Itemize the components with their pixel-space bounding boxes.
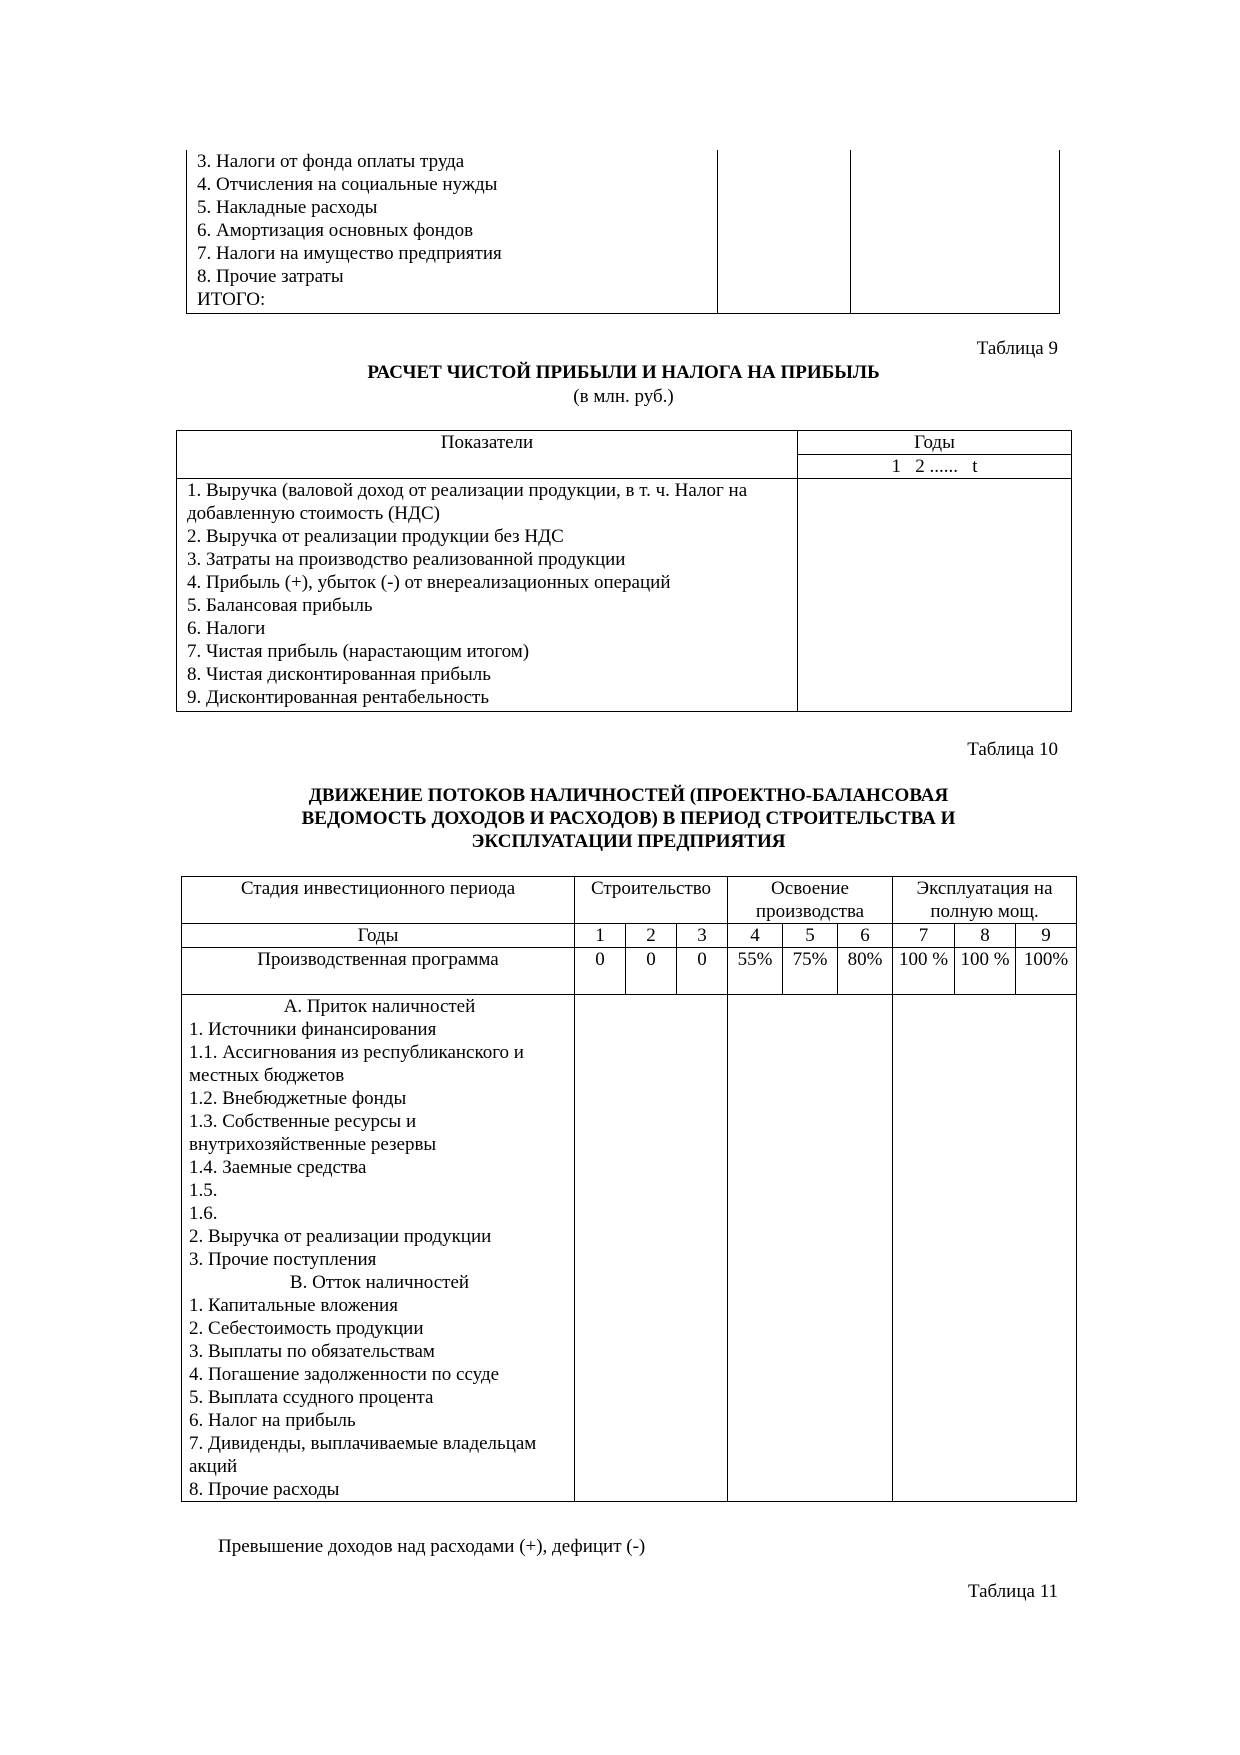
indicator-row: 2. Выручка от реализации продукции без НДС [187,526,564,547]
cash-flow-items [182,995,575,1502]
table9-caption: Таблица 9 [976,338,1058,359]
costs-item: 6. Амортизация основных фондов [197,220,474,241]
inflow-row: 1.4. Заемные средства [189,1157,367,1178]
table10-caption: Таблица 10 [967,739,1058,760]
program-cell: 100% [1016,948,1077,995]
costs-item: 7. Налоги на имущество предприятия [197,243,502,264]
costs-value-cell [851,150,1060,314]
program-cell: 0 [677,948,728,995]
table10-title-line: ВЕДОМОСТЬ ДОХОДОВ И РАСХОДОВ) В ПЕРИОД СТРОИТЕЛЬСТВА И [301,808,956,829]
outflow-section-title: В. Отток наличностей [289,1272,470,1293]
table9-title: РАСЧЕТ ЧИСТОЙ ПРИБЫЛИ И НАЛОГА НА ПРИБЫЛЬ [367,362,880,383]
program-cell: 0 [575,948,626,995]
year-cell: 8 [955,924,1016,948]
surplus-deficit-line: Превышение доходов над расходами (+), дефицит (-) [218,1536,646,1557]
program-cell: 75% [783,948,838,995]
program-cell: 100 % [955,948,1016,995]
table10-title-line: ДВИЖЕНИЕ ПОТОКОВ НАЛИЧНОСТЕЙ (ПРОЕКТНО-БАЛАНСОВАЯ [308,785,949,806]
year-cell: 1 [575,924,626,948]
indicator-row: 9. Дисконтированная рентабельность [187,687,489,708]
year-cell: 4 [728,924,783,948]
costs-item: 8. Прочие затраты [197,266,344,287]
indicator-row: 4. Прибыль (+), убыток (-) от внереализационных операций [187,572,671,593]
inflow-row: 3. Прочие поступления [189,1249,377,1270]
indicators-list [177,479,798,712]
indicators-header: Показатели [177,431,798,479]
outflow-row: 7. Дивиденды, выплачиваемые владельцам акций [189,1433,537,1477]
indicator-row: 5. Балансовая прибыль [187,595,373,616]
program-cell: 80% [838,948,893,995]
inflow-row: 1.5. [189,1180,218,1201]
operation-values-cell [893,995,1077,1502]
costs-total-label: ИТОГО: [197,289,266,310]
program-cell: 100 % [893,948,955,995]
stage-development: Освоение производства [728,877,893,924]
costs-item: 4. Отчисления на социальные нужды [197,174,498,195]
inflow-row: 1.1. Ассигнования из республиканского и местных бюджетов [189,1042,524,1086]
stage-operation: Эксплуатация на полную мощ. [893,877,1077,924]
years-subheader: 1 2 ...... t [798,455,1072,479]
outflow-row: 1. Капитальные вложения [189,1295,398,1316]
year-cell: 9 [1016,924,1077,948]
year-cell: 3 [677,924,728,948]
program-cell: 0 [626,948,677,995]
table10-title [181,784,1076,853]
net-profit-table [176,430,1072,712]
outflow-row: 8. Прочие расходы [189,1479,340,1500]
cash-flow-table [181,876,1077,1502]
program-label: Производственная программа [182,948,575,995]
outflow-row: 2. Себестоимость продукции [189,1318,424,1339]
costs-item: 3. Налоги от фонда оплаты труда [197,151,465,172]
indicator-row: 1. Выручка (валовой доход от реализации продукции, в т. ч. Налог на добавленную стоимость (НДС) [187,480,748,524]
indicator-row: 6. Налоги [187,618,266,639]
outflow-row: 4. Погашение задолженности по ссуде [189,1364,500,1385]
development-values-cell [728,995,893,1502]
indicator-row: 7. Чистая прибыль (нарастающим итогом) [187,641,530,662]
years-values-cell [798,479,1072,712]
outflow-row: 6. Налог на прибыль [189,1410,356,1431]
year-cell: 5 [783,924,838,948]
indicator-row: 8. Чистая дисконтированная прибыль [187,664,491,685]
stage-construction: Строительство [575,877,728,924]
year-cell: 6 [838,924,893,948]
indicator-row: 3. Затраты на производство реализованной продукции [187,549,626,570]
year-cell: 7 [893,924,955,948]
year-cell: 2 [626,924,677,948]
inflow-row: 1.3. Собственные ресурсы и внутрихозяйственные резервы [189,1111,437,1155]
construction-values-cell [575,995,728,1502]
program-cell: 55% [728,948,783,995]
inflow-row: 1.6. [189,1203,218,1224]
inflow-section-title: А. Приток наличностей [283,996,476,1017]
years-header: Годы [798,431,1072,455]
costs-table-continuation [186,150,1060,314]
inflow-row: 1.2. Внебюджетные фонды [189,1088,407,1109]
inflow-row: 2. Выручка от реализации продукции [189,1226,492,1247]
inflow-row: 1. Источники финансирования [189,1019,437,1040]
stage-label: Стадия инвестиционного периода [182,877,575,924]
years-label: Годы [182,924,575,948]
table10-title-line: ЭКСПЛУАТАЦИИ ПРЕДПРИЯТИЯ [471,831,786,852]
table9-subtitle: (в млн. руб.) [573,386,674,407]
costs-value-cell [718,150,851,314]
outflow-row: 3. Выплаты по обязательствам [189,1341,435,1362]
table11-caption: Таблица 11 [967,1581,1058,1602]
outflow-row: 5. Выплата ссудного процента [189,1387,434,1408]
costs-item: 5. Накладные расходы [197,197,378,218]
costs-items-cell [187,150,718,314]
